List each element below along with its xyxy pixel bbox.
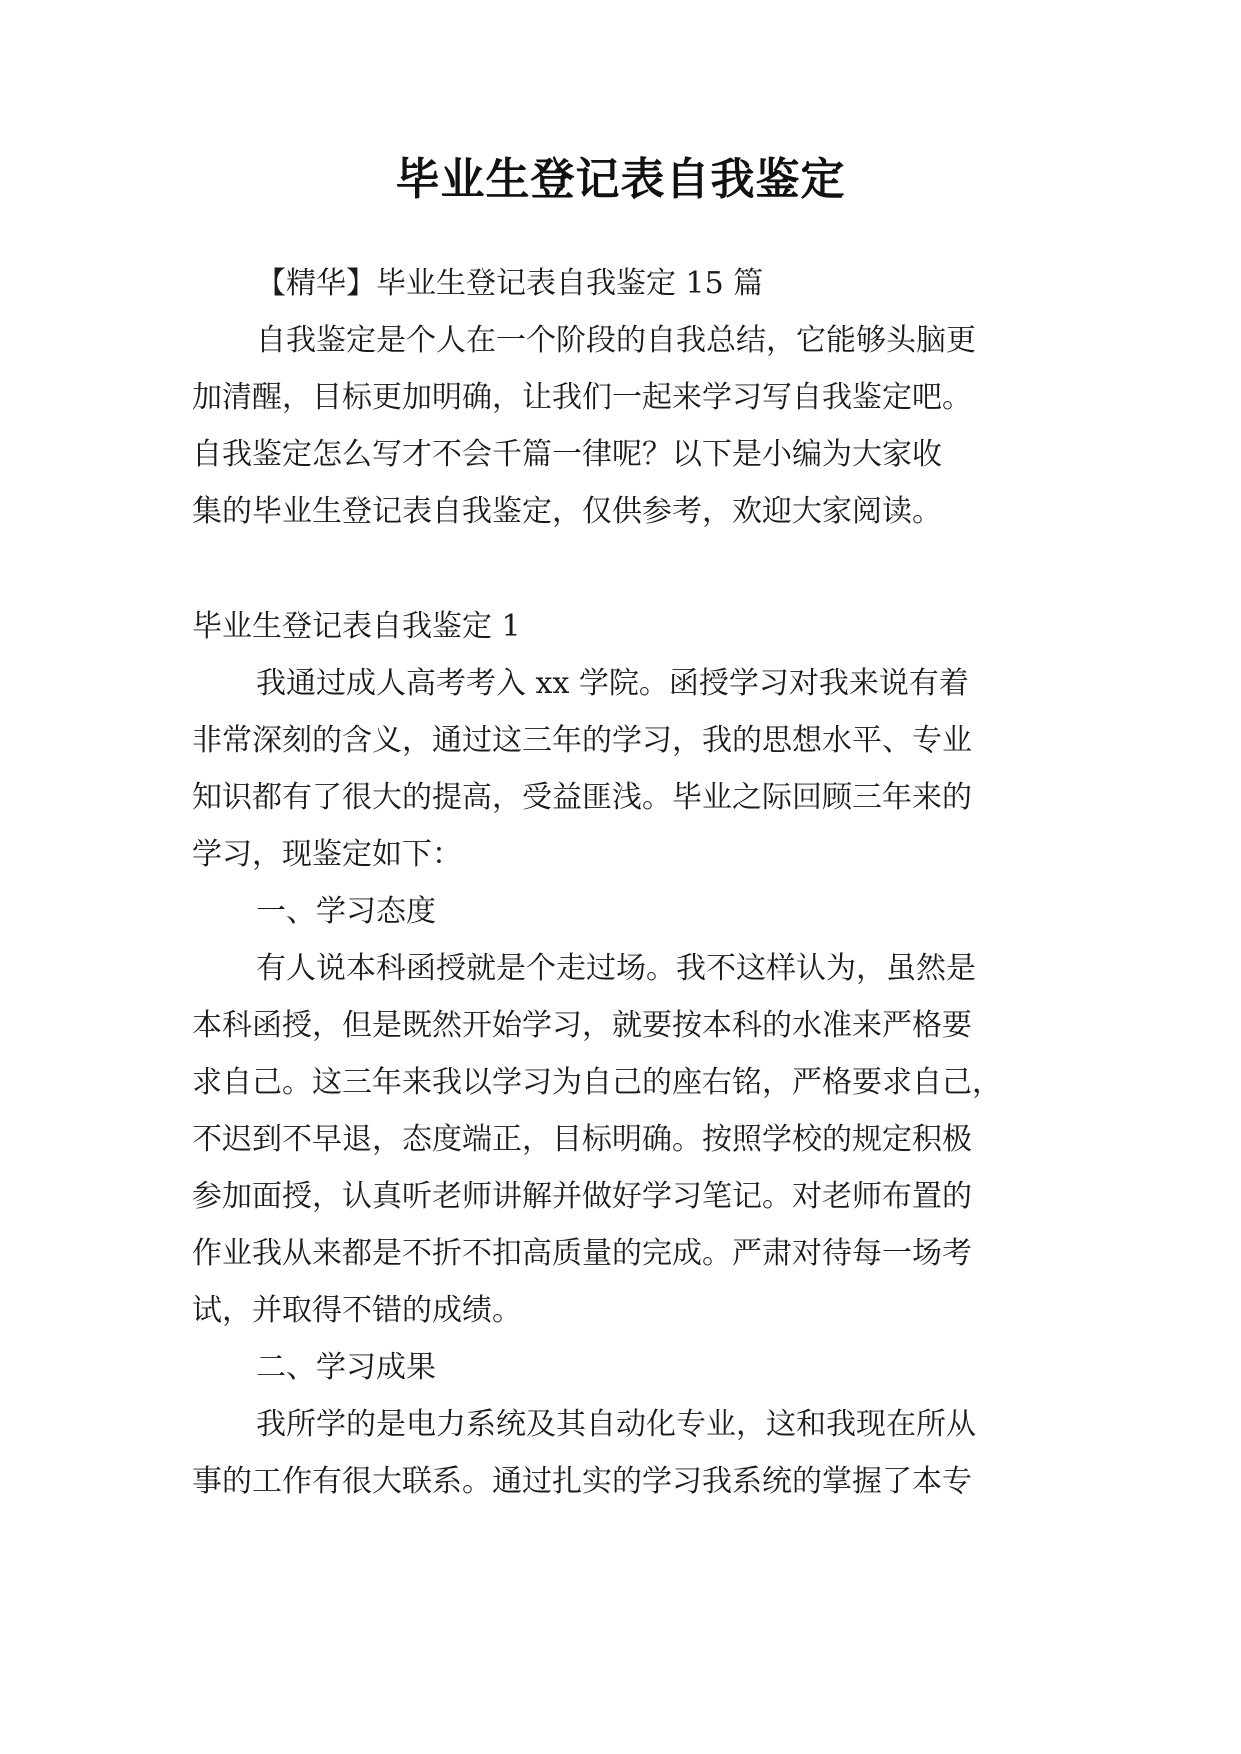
subheading-results: 二、学习成果 [256, 1350, 436, 1385]
paragraph-line: 求自己。这三年来我以学习为自己的座右铭，严格要求自己， [192, 1065, 1002, 1100]
paragraph-line: 不迟到不早退，态度端正，目标明确。按照学校的规定积极 [192, 1122, 972, 1157]
section-1 [192, 598, 1072, 1510]
document-title: 毕业生登记表自我鉴定 [395, 154, 846, 205]
intro-heading: 【精华】毕业生登记表自我鉴定 15 篇 [256, 266, 764, 301]
intro-line: 集的毕业生登记表自我鉴定，仅供参考，欢迎大家阅读。 [192, 494, 942, 529]
paragraph-line: 非常深刻的含义，通过这三年的学习，我的思想水平、专业 [192, 723, 972, 758]
paragraph-line: 有人说本科函授就是个走过场。我不这样认为，虽然是 [256, 951, 976, 986]
paragraph-line: 我所学的是电力系统及其自动化专业，这和我现在所从 [256, 1407, 976, 1442]
intro-line: 加清醒，目标更加明确，让我们一起来学习写自我鉴定吧。 [192, 380, 972, 415]
intro-line: 自我鉴定怎么写才不会千篇一律呢？以下是小编为大家收 [192, 437, 942, 472]
paragraph-line: 事的工作有很大联系。通过扎实的学习我系统的掌握了本专 [192, 1464, 972, 1499]
intro-block [192, 255, 1072, 540]
paragraph-line: 知识都有了很大的提高，受益匪浅。毕业之际回顾三年来的 [192, 780, 972, 815]
paragraph-line: 参加面授，认真听老师讲解并做好学习笔记。对老师布置的 [192, 1179, 972, 1214]
paragraph-line: 作业我从来都是不折不扣高质量的完成。严肃对待每一场考 [192, 1236, 972, 1271]
paragraph-line: 学习，现鉴定如下： [192, 837, 462, 872]
intro-line: 自我鉴定是个人在一个阶段的自我总结，它能够头脑更 [256, 323, 976, 358]
section-heading: 毕业生登记表自我鉴定 1 [192, 609, 521, 644]
paragraph-line: 我通过成人高考考入 xx 学院。函授学习对我来说有着 [256, 666, 969, 701]
paragraph-line: 本科函授，但是既然开始学习，就要按本科的水准来严格要 [192, 1008, 972, 1043]
paragraph-line: 试，并取得不错的成绩。 [192, 1293, 522, 1328]
subheading-attitude: 一、学习态度 [256, 894, 436, 929]
